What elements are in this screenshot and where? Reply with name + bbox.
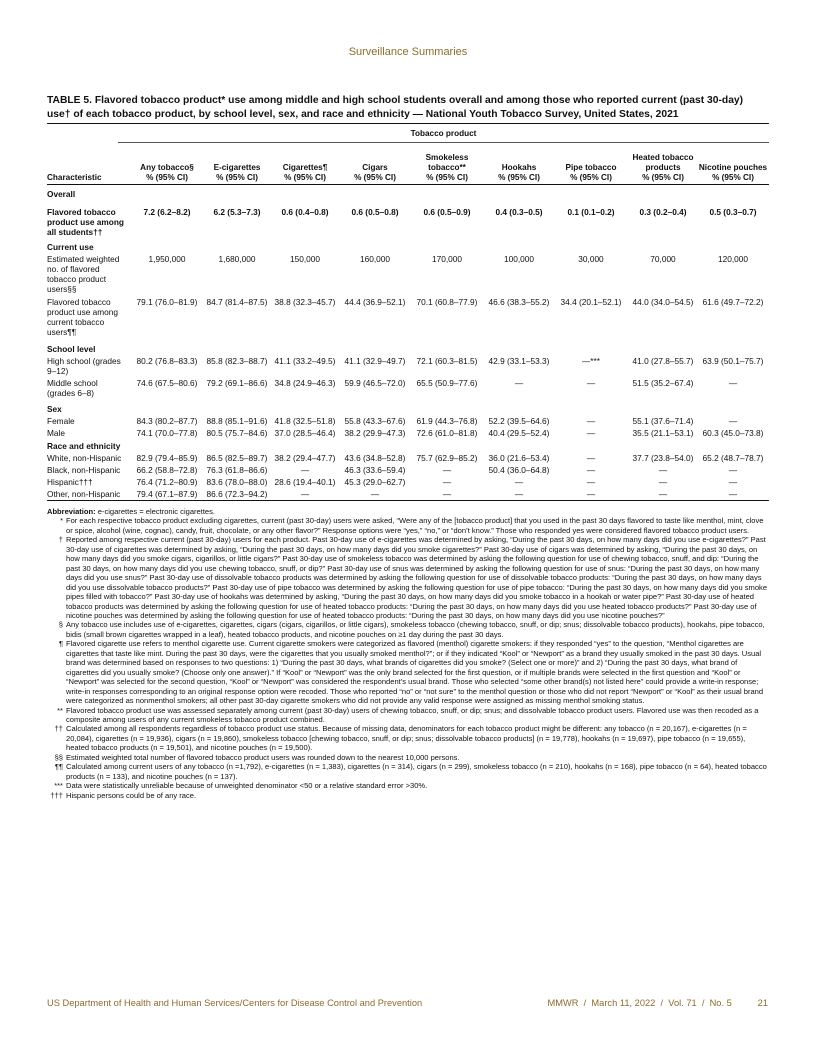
footnote-text: Hispanic persons could be of any race. (66, 790, 197, 800)
table-cell: — (586, 428, 596, 438)
table-cell: 75.7 (62.9–85.2) (416, 453, 478, 463)
table-cell: — (586, 465, 596, 475)
table-cell: 34.4 (20.1–52.1) (560, 297, 622, 307)
column-unit: % (95% CI) (146, 173, 188, 182)
table-cell: 35.5 (21.1–53.1) (632, 428, 694, 438)
row-label: Middle school (grades 6–8) (47, 378, 98, 398)
column-unit: % (95% CI) (426, 173, 468, 182)
table-cell: 72.6 (61.0–81.8) (416, 428, 478, 438)
table-cell: 55.1 (37.6–71.4) (632, 416, 694, 426)
footnote-text: Estimated weighted total number of flavored tobacco product users was rounded down to the nearest 10,000 persons. (66, 752, 460, 762)
table-cell: 80.2 (76.8–83.3) (136, 356, 198, 366)
top-rule (47, 123, 769, 124)
table-cell: 38.2 (29.9–47.3) (344, 428, 406, 438)
footnote-mark: ¶¶ (54, 762, 63, 772)
table-cell: — (300, 465, 310, 475)
row-label: School level (47, 344, 96, 354)
footnote (47, 639, 769, 705)
table-cell: 80.5 (75.7–84.6) (206, 428, 268, 438)
table-cell: 46.3 (33.6–59.4) (344, 465, 406, 475)
table-cell: — (514, 477, 524, 487)
row-label: Overall (47, 189, 76, 199)
header-rule (47, 184, 769, 185)
table-cell: — (586, 477, 596, 487)
footnote-mark: *** (54, 781, 63, 791)
table-cell: — (586, 489, 596, 499)
table-cell: 41.1 (33.2–49.5) (274, 356, 336, 366)
table-cell: 65.5 (50.9–77.6) (416, 378, 478, 388)
table-cell: — (658, 477, 668, 487)
table-cell: 0.6 (0.5–0.8) (351, 207, 399, 217)
row-label: Current use (47, 242, 94, 252)
table-cell: 36.0 (21.6–53.4) (488, 453, 550, 463)
table-cell: 30,000 (578, 254, 604, 264)
footnote (47, 781, 769, 790)
footnotes (47, 507, 769, 800)
table-cell: 88.8 (85.1–91.6) (206, 416, 268, 426)
bottom-rule (47, 500, 769, 501)
footnote-mark: ¶ (58, 639, 63, 649)
column-header-0 (47, 147, 129, 183)
table-cell: — (728, 477, 738, 487)
footnote-text: Calculated among all respondents regardless of tobacco product use status. Because of missing data, denominators for each tobacco product might be different: any tobacco (n = 20,167), e-cigarettes (n = 20,084), cigarettes (n = 19,936), cigars (n = 19,860), smokeless tobacco [chewing tobacco, snuff, or dip; snus; dissolvable tobacco products] (n = 19,778), hookahs (n = 19,697), pipe tobacco (n = 19,655), heated tobacco products (n = 19,501), and nicotine pouches (n = 19,500). (66, 724, 747, 753)
table-cell: 85.8 (82.3–88.7) (206, 356, 268, 366)
table-cell: — (728, 465, 738, 475)
table-cell: 28.6 (19.4–40.1) (274, 477, 336, 487)
table-cell: 0.5 (0.3–0.7) (709, 207, 757, 217)
table-cell: — (300, 489, 310, 499)
row-label: Race and ethnicity (47, 441, 121, 451)
table-cell: 41.0 (27.8–55.7) (632, 356, 694, 366)
column-title: Nicotine pouches (698, 163, 768, 172)
footnote (47, 791, 769, 800)
table-cell: 38.8 (32.3–45.7) (274, 297, 336, 307)
table-cell: 86.6 (72.3–94.2) (206, 489, 268, 499)
table-cell: 37.7 (23.8–54.0) (632, 453, 694, 463)
table-cell: 84.3 (80.2–87.7) (136, 416, 198, 426)
table-cell: 70.1 (60.8–77.9) (416, 297, 478, 307)
table-cell: 83.6 (78.0–88.0) (206, 477, 268, 487)
column-header-4 (338, 147, 412, 183)
table-cell: — (728, 416, 738, 426)
table-cell: 0.6 (0.4–0.8) (281, 207, 329, 217)
table-cell: 70,000 (650, 254, 676, 264)
footnote-mark: ** (57, 705, 63, 715)
column-unit: % (95% CI) (284, 173, 326, 182)
table-cell: 0.4 (0.3–0.5) (495, 207, 543, 217)
table-cell: — (442, 465, 452, 475)
footnote (47, 620, 769, 639)
table-cell: 150,000 (290, 254, 320, 264)
table-cell: 76.3 (61.8–86.6) (206, 465, 268, 475)
table-cell: — (514, 378, 524, 388)
row-label: Sex (47, 404, 62, 414)
table-cell: 1,680,000 (218, 254, 256, 264)
footnote-text: Data were statistically unreliable because of unweighted denominator <50 or a relative standard error >30%. (66, 781, 428, 791)
table-cell: — (514, 489, 524, 499)
table-cell: 0.3 (0.2–0.4) (639, 207, 687, 217)
table-cell: 79.2 (69.1–86.6) (206, 378, 268, 388)
table-cell: — (658, 465, 668, 475)
table-cell: 72.1 (60.3–81.5) (416, 356, 478, 366)
table-cell: 74.6 (67.5–80.6) (136, 378, 198, 388)
table-cell: 120,000 (718, 254, 748, 264)
row-label: Flavored tobacco product use among all students†† (47, 207, 124, 237)
row-label: Other, non-Hispanic (47, 489, 121, 499)
row-label: Male (47, 428, 65, 438)
footnote (47, 753, 769, 762)
running-header: Surveillance Summaries (348, 46, 468, 58)
table-cell: 76.4 (71.2–80.9) (136, 477, 198, 487)
footnote (47, 516, 769, 535)
row-label: High school (grades 9–12) (47, 356, 121, 376)
table-cell: 63.9 (50.1–75.7) (702, 356, 764, 366)
table-cell: 170,000 (432, 254, 462, 264)
table-cell: 41.1 (32.9–49.7) (344, 356, 406, 366)
footnote-text: Any tobacco use includes use of e-cigarettes, cigarettes, cigars (cigars, cigarillos, or little cigars), smokeless tobacco (chewing tobacco, snuff, or dip; snus; dissolvable tobacco products), hookahs, pipe tobacco, bidis (small brown cigarettes wrapped in a leaf), heated tobacco products, and nicotine pouches on ≥1 day during the past 30 days. (66, 620, 765, 639)
footnote-text: Flavored cigarette use refers to menthol cigarette use. Current cigarette smokers were categorized as flavored (menthol) cigarette smokers: if they responded “yes” to the question, “Menthol cigarettes are cigarettes that taste like mint. During the past 30 days, were the cigarettes that you usually smoked menthol?”; or if they indicated “Kool” or “Newport” as a brand they usually smoked in the past 30 days. Usual brand was determined based on responses to two questions: 1) “During the past 30 days, what brands of cigarettes did you smoke? (Select one or more)” and 2) “During the past 30 days, what brand of cigarettes did you usually smoke? (Choose only one answer).” If “Kool” or “Newport” was the only brand selected for the first question, or if multiple brands were selected in the first question and “Kool” or “Newport” was selected for the second question, “Kool” or “Newport” was considered the respondent’s usual brand. Those who selected “some other brand(s) not listed here” could provide a write-in response; write-in responses corresponding to an original response option were recoded. Those who reported “no” or “not sure” to the menthol question or those who did not report “Newport” or “Kool” as their usual brand were categorized as nonmenthol smokers; all other past 30-day cigarette smokers who did not provide any valid response were assigned as missing menthol smoking status. (66, 639, 764, 706)
group-rule (118, 142, 769, 143)
column-header-9 (697, 147, 769, 183)
column-header-6 (482, 147, 556, 183)
column-title: Pipe tobacco (565, 163, 617, 172)
table-cell: 46.6 (38.3–55.2) (488, 297, 550, 307)
footnote-mark: ††† (50, 790, 63, 800)
table-cell: — (728, 378, 738, 388)
column-unit: % (95% CI) (570, 173, 612, 182)
table-cell: — (728, 489, 738, 499)
column-title: Cigars (362, 163, 388, 172)
table-cell: 61.9 (44.3–76.8) (416, 416, 478, 426)
footnote (47, 706, 769, 725)
table-cell: — (586, 378, 596, 388)
table-cell: 42.9 (33.1–53.3) (488, 356, 550, 366)
table-cell: 38.2 (29.4–47.7) (274, 453, 336, 463)
table-cell: 6.2 (5.3–7.3) (213, 207, 261, 217)
table-cell: 59.9 (46.5–72.0) (344, 378, 406, 388)
table-cell: 65.2 (48.7–78.7) (702, 453, 764, 463)
table-cell: —*** (582, 356, 600, 366)
column-unit: % (95% CI) (354, 173, 396, 182)
table-cell: 34.8 (24.9–46.3) (274, 378, 336, 388)
table-cell: 1,950,000 (148, 254, 186, 264)
column-header-7 (554, 147, 628, 183)
column-unit: % (95% CI) (712, 173, 754, 182)
table-cell: 40.4 (29.5–52.4) (488, 428, 550, 438)
column-title: Hookahs (501, 163, 537, 172)
column-unit: Characteristic (47, 173, 102, 182)
table-cell: 55.8 (43.3–67.6) (344, 416, 406, 426)
footnote (47, 762, 769, 781)
abbreviation-note: Abbreviation: e-cigarettes = electronic cigarettes. (47, 507, 215, 516)
table-cell: 37.0 (28.5–46.4) (274, 428, 336, 438)
table-cell: 44.4 (36.9–52.1) (344, 297, 406, 307)
footnote-text: Calculated among current users of any tobacco (n =1,792), e-cigarettes (n = 1,383), cigarettes (n = 314), cigars (n = 299), smokeless tobacco (n = 210), hookahs (n = 168), pipe tobacco (n = 64), heated tobacco products (n = 133), and nicotine pouches (n = 137). (66, 762, 767, 781)
footer-right: MMWR / March 11, 2022 / Vol. 71 / No. 5 21 (547, 998, 768, 1008)
table-cell: 51.5 (35.2–67.4) (632, 378, 694, 388)
table-cell: 82.9 (79.4–85.9) (136, 453, 198, 463)
table-cell: 79.4 (67.1–87.9) (136, 489, 198, 499)
table-cell: — (586, 453, 596, 463)
table-cell: 50.4 (36.0–64.8) (488, 465, 550, 475)
table-cell: 79.1 (76.0–81.9) (136, 297, 198, 307)
column-header-5 (410, 147, 484, 183)
column-unit: % (95% CI) (498, 173, 540, 182)
column-unit: % (95% CI) (216, 173, 258, 182)
row-label: White, non-Hispanic (47, 453, 122, 463)
footnote-mark: §§ (54, 752, 63, 762)
footnote-mark: † (58, 535, 63, 545)
table-cell: 7.2 (6.2–8.2) (143, 207, 191, 217)
table-cell: 52.2 (39.5–64.6) (488, 416, 550, 426)
table-cell: — (370, 489, 380, 499)
table-cell: 100,000 (504, 254, 534, 264)
group-header: Tobacco product (410, 129, 477, 138)
table-cell: 61.6 (49.7–72.2) (702, 297, 764, 307)
table-cell: 84.7 (81.4–87.5) (206, 297, 268, 307)
row-label: Female (47, 416, 75, 426)
footer-left: US Department of Health and Human Services/Centers for Disease Control and Prevention (47, 998, 423, 1008)
table-cell: 74.1 (70.0–77.8) (136, 428, 198, 438)
footnote-text: For each respective tobacco product excluding cigarettes, current (past 30-day) users were asked, “Were any of the [tobacco product] that you used in the past 30 days flavored to taste like menthol, mint, clove or spice, alcohol (wine, cognac), candy, fruit, chocolate, or any other flavor?” Response options were “yes,” “no,” or “don’t know.” Those who responded yes were considered flavored tobacco product users. (66, 516, 764, 535)
table-cell: 41.8 (32.5–51.8) (274, 416, 336, 426)
footnote-text: Reported among respective current (past 30-day) users for each product. Past 30-day use of e-cigarettes was determined by asking, “During the past 30 days, on how many days did you use e-cigarettes?” Past 30-day use of cigarettes was determined by asking, “During the past 30 days, on how many days did you smoke cigarettes?” Past 30-day use of cigars was determined by asking, “During the past 30 days, on how many days did you smoke cigars, cigarillos, or little cigars?” Past 30-day use of smokeless tobacco was determined by asking the following question for use of chewing tobacco, snuff, and dip: “During the past 30 days, on how many days did you use chewing tobacco, snuff, or dip?” Past 30-day use of snus was determined by asking the following question for use of snus: “During the past 30 days, on how many days did you use snus?” Past 30-day use of dissolvable tobacco products was determined by asking the following question for use of dissolvable tobacco products: “During the past 30 days, on how many days did you use dissolvable tobacco products?” Past 30-day use of pipe tobacco was determined by asking the following question for use of pipe tobacco: “During the past 30 days, on how many days did you smoke pipes filled with tobacco?” Past 30-day use of hookahs was determined by asking, “During the past 30 days, on how many days did you smoke tobacco in a hookah or water pipe?” Past 30-day use of heated tobacco products was determined by asking the following question for use of heated tobacco products: “During the past 30 days, on how many days did you use heated tobacco products?” Past 30-day use of nicotine pouches was determined by asking the following question for use of heated tobacco products: “During the past 30 days, on how many days did you use nicotine pouches?” (66, 535, 768, 620)
table-cell: — (586, 416, 596, 426)
column-title: Any tobacco§ (140, 163, 194, 172)
table-cell: — (658, 489, 668, 499)
row-label: Black, non-Hispanic (47, 465, 121, 475)
column-unit: % (95% CI) (642, 173, 684, 182)
column-title: E-cigarettes (213, 163, 261, 172)
footnote-mark: * (60, 516, 63, 526)
column-header-1 (130, 147, 204, 183)
row-label: Estimated weighted no. of flavored tobacco product users§§ (47, 254, 120, 294)
footnote-mark: †† (54, 724, 63, 734)
table-cell: 0.6 (0.5–0.9) (423, 207, 471, 217)
footnote-text: Flavored tobacco product use was assessed separately among current (past 30-day) users of chewing tobacco, snuff, or dip; snus; and dissolvable tobacco product users. Flavored use was then recoded as a composite among users of any current smokeless tobacco product combined. (66, 705, 759, 724)
row-label: Hispanic††† (47, 477, 93, 487)
footnote-mark: § (58, 620, 63, 630)
table-cell: 160,000 (360, 254, 390, 264)
table-title: TABLE 5. Flavored tobacco product* use among middle and high school students overall and among those who reported current (past 30-day) use† of each tobacco product, by school level, sex, and race and ethnicity — National Youth Tobacco Survey, United States, 2021 (47, 95, 744, 120)
table-cell: 66.2 (58.8–72.8) (136, 465, 198, 475)
table-cell: 60.3 (45.0–73.8) (702, 428, 764, 438)
footnote (47, 724, 769, 752)
table-cell: 44.0 (34.0–54.5) (632, 297, 694, 307)
table-cell: 86.5 (82.5–89.7) (206, 453, 268, 463)
row-label: Flavored tobacco product use among current tobacco users¶¶ (47, 297, 119, 337)
column-title: Cigarettes¶ (282, 163, 328, 172)
column-title: Heated tobacco products (632, 153, 694, 172)
column-title: Smokeless tobacco** (425, 153, 469, 172)
column-header-2 (200, 147, 274, 183)
table-cell: — (442, 489, 452, 499)
table-cell: 45.3 (29.0–62.7) (344, 477, 406, 487)
table-cell: 0.1 (0.1–0.2) (567, 207, 615, 217)
column-header-8 (626, 147, 700, 183)
footnote (47, 535, 769, 620)
table-cell: 43.6 (34.8–52.8) (344, 453, 406, 463)
table-cell: — (442, 477, 452, 487)
column-header-3 (268, 147, 342, 183)
